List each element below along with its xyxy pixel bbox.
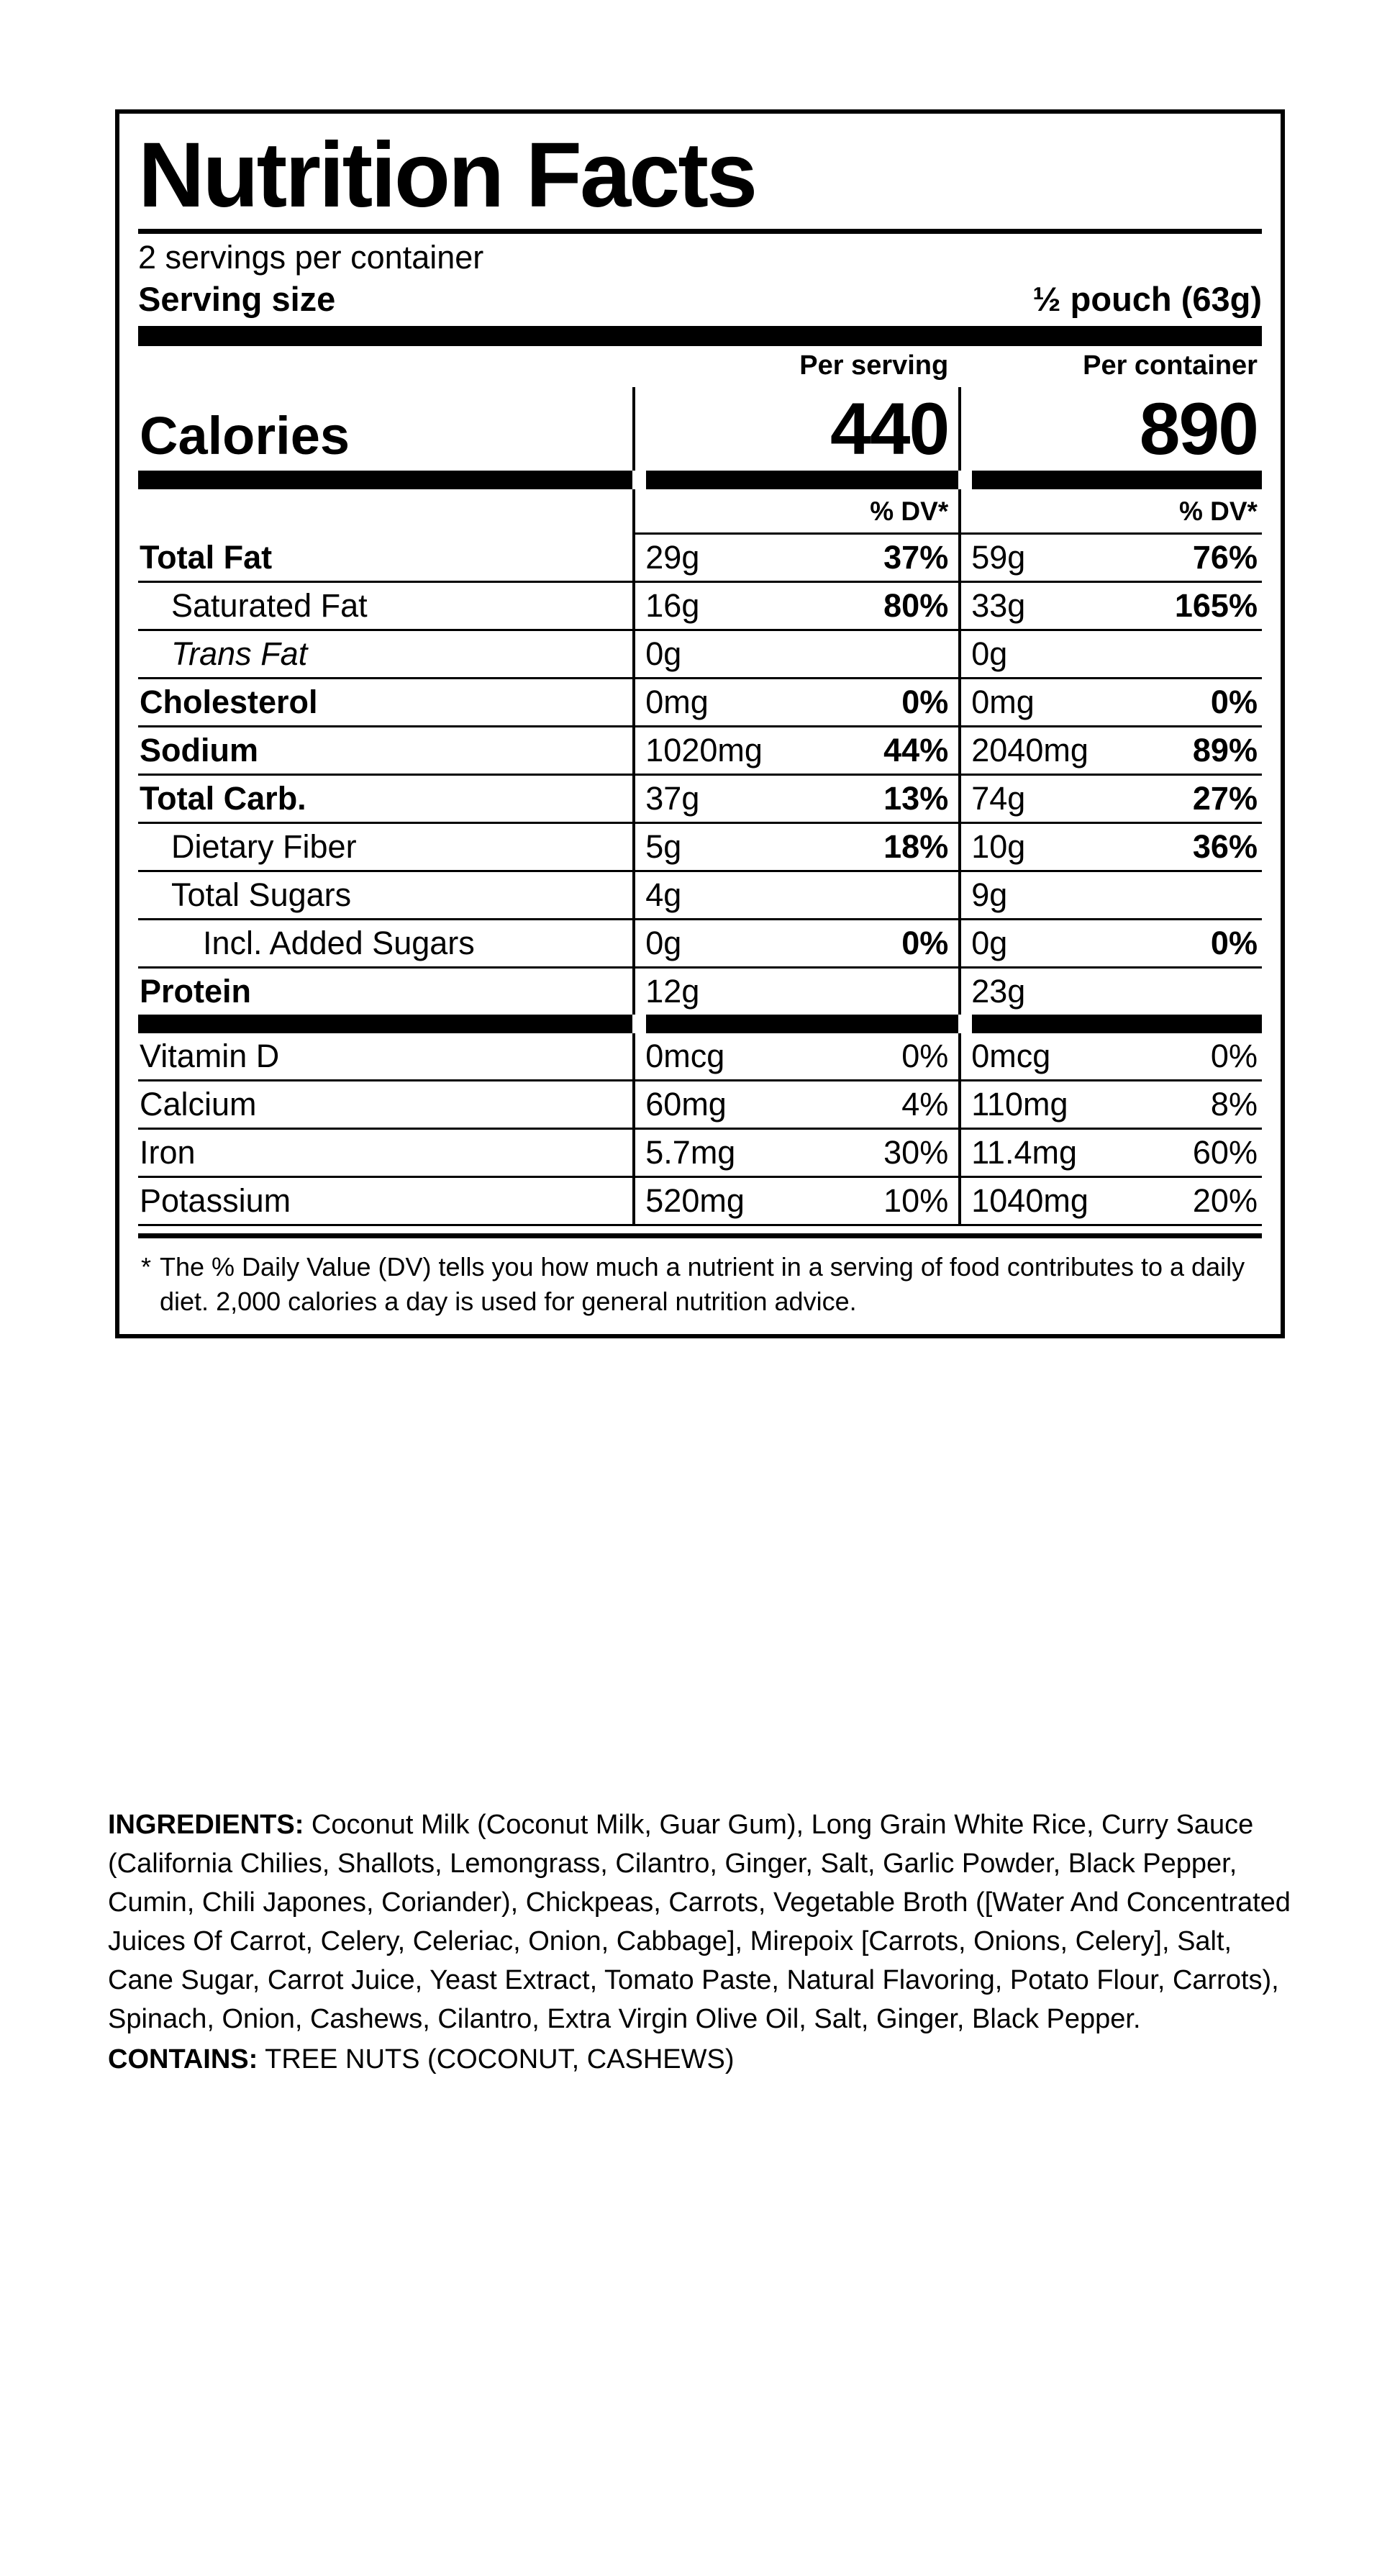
calories-label: Calories xyxy=(140,406,350,466)
table-row xyxy=(138,920,1262,969)
nutrient-name: Total Carb. xyxy=(138,776,632,824)
dv-header-spacer xyxy=(138,489,632,535)
panel-title: Nutrition Facts xyxy=(138,124,756,227)
title-divider xyxy=(138,229,1262,234)
nutrient-container-cell: 1040mg 20% xyxy=(958,1178,1262,1226)
nutrient-container-cell: 110mg 8% xyxy=(958,1081,1262,1130)
table-row xyxy=(138,679,1262,727)
table-row xyxy=(138,631,1262,679)
nutrient-name: Total Sugars xyxy=(138,872,632,920)
serving-size-label: Serving size xyxy=(138,280,336,319)
nutrient-name: Calcium xyxy=(138,1081,632,1130)
nutrient-container-cell: 0g xyxy=(958,631,1262,679)
dv-header-per-container: % DV* xyxy=(958,489,1262,535)
daily-value-footnote xyxy=(138,1238,1262,1318)
nutrient-name: Total Fat xyxy=(138,535,632,583)
table-row xyxy=(138,1033,1262,1081)
nutrient-name: Iron xyxy=(138,1130,632,1178)
dv-header-per-serving: % DV* xyxy=(632,489,958,535)
nutrient-container-cell: 74g 27% xyxy=(958,776,1262,824)
table-row xyxy=(138,583,1262,631)
servings-per-container: 2 servings per container xyxy=(138,239,484,276)
nutrient-serving-cell: 4g xyxy=(632,872,958,920)
serving-divider-thick xyxy=(138,326,1262,346)
nutrient-container-cell: 23g xyxy=(958,969,1262,1015)
nutrient-container-cell: 33g 165% xyxy=(958,583,1262,631)
nutrient-serving-cell: 16g 80% xyxy=(632,583,958,631)
table-row xyxy=(138,969,1262,1015)
ingredients-block xyxy=(108,1806,1302,2080)
nutrient-serving-cell: 0g xyxy=(632,631,958,679)
nutrient-serving-cell: 37g 13% xyxy=(632,776,958,824)
ingredients-label: INGREDIENTS: xyxy=(108,1810,304,1840)
table-row xyxy=(138,535,1262,583)
nutrient-name: Saturated Fat xyxy=(138,583,632,631)
column-header-spacer xyxy=(138,346,632,387)
nutrient-serving-cell: 1020mg 44% xyxy=(632,727,958,776)
ingredients-text: Coconut Milk (Coconut Milk, Guar Gum), Long Grain White Rice, Curry Sauce (California Chilies, Shallots, Lemongrass, Cilantro, Ginger, Salt, Garlic Powder, Black Pepper, Cumin, Chili Japones, Coriander), Chickpeas, Carrots, Vegetable Broth ([Water And Concentrated Juices Of Carrot, Celery, Celeriac, Onion, Cabbage], Mirepoix [Carrots, Onions, Celery], Salt, Cane Sugar, Carrot Juice, Yeast Extract, Tomato Paste, Natural Flavoring, Potato Flour, Carrots), Spinach, Onion, Cashews, Cilantro, Extra Virgin Olive Oil, Salt, Ginger, Black Pepper. xyxy=(108,1810,1291,2034)
column-header-per-container: Per container xyxy=(1083,350,1258,381)
calories-per-serving: 440 xyxy=(632,387,958,471)
nutrient-container-cell: 0mcg 0% xyxy=(958,1033,1262,1081)
footnote-asterisk: * xyxy=(141,1252,152,1282)
nutrient-serving-cell: 0mg 0% xyxy=(632,679,958,727)
table-row xyxy=(138,1081,1262,1130)
ingredients-paragraph xyxy=(108,1806,1302,2039)
table-row xyxy=(138,1178,1262,1226)
footnote-divider xyxy=(138,1233,1262,1238)
nutrient-name: Vitamin D xyxy=(138,1033,632,1081)
dv-header-row xyxy=(138,489,1262,535)
table-row xyxy=(138,1130,1262,1178)
nutrient-container-cell: 9g xyxy=(958,872,1262,920)
nutrient-serving-cell: 12g xyxy=(632,969,958,1015)
protein-divider xyxy=(138,1015,1262,1033)
contains-label: CONTAINS: xyxy=(108,2044,258,2074)
column-header-per-serving: Per serving xyxy=(799,350,949,381)
table-row xyxy=(138,727,1262,776)
nutrient-name: Potassium xyxy=(138,1178,632,1226)
trans-fat-italic: Trans Fat xyxy=(171,635,308,673)
column-header-row xyxy=(138,346,1262,387)
calories-divider xyxy=(138,471,1262,489)
nutrient-serving-cell: 5g 18% xyxy=(632,824,958,872)
nutrient-serving-cell: 5.7mg 30% xyxy=(632,1130,958,1178)
serving-size-row xyxy=(138,278,1262,326)
nutrient-name xyxy=(138,631,632,679)
nutrient-serving-cell: 0g 0% xyxy=(632,920,958,969)
serving-size-value: ½ pouch (63g) xyxy=(1032,280,1262,319)
nutrient-name: Protein xyxy=(140,973,252,1010)
nutrient-serving-cell: 29g 37% xyxy=(632,535,958,583)
contains-paragraph xyxy=(108,2039,1302,2080)
nutrient-container-cell: 11.4mg 60% xyxy=(958,1130,1262,1178)
nutrient-serving-cell: 0mcg 0% xyxy=(632,1033,958,1081)
nutrient-container-cell: 59g 76% xyxy=(958,535,1262,583)
nutrient-name: Incl. Added Sugars xyxy=(138,920,632,969)
nutrition-facts-panel xyxy=(115,109,1285,1338)
footnote-text: The % Daily Value (DV) tells you how much a nutrient in a serving of food contributes to a daily diet. 2,000 calories a day is used for general nutrition advice. xyxy=(160,1252,1245,1316)
nutrient-container-cell: 2040mg 89% xyxy=(958,727,1262,776)
contains-text: TREE NUTS (COCONUT, CASHEWS) xyxy=(258,2044,735,2074)
nutrient-container-cell: 10g 36% xyxy=(958,824,1262,872)
nutrient-grid xyxy=(138,346,1262,1226)
nutrient-serving-cell: 60mg 4% xyxy=(632,1081,958,1130)
nutrient-container-cell: 0g 0% xyxy=(958,920,1262,969)
table-row xyxy=(138,776,1262,824)
nutrient-container-cell: 0mg 0% xyxy=(958,679,1262,727)
nutrient-name: Cholesterol xyxy=(138,679,632,727)
calories-row xyxy=(138,387,1262,471)
calories-per-container: 890 xyxy=(958,387,1262,471)
nutrient-name: Dietary Fiber xyxy=(138,824,632,872)
nutrient-serving-cell: 520mg 10% xyxy=(632,1178,958,1226)
nutrient-name: Sodium xyxy=(138,727,632,776)
table-row xyxy=(138,824,1262,872)
table-row xyxy=(138,872,1262,920)
